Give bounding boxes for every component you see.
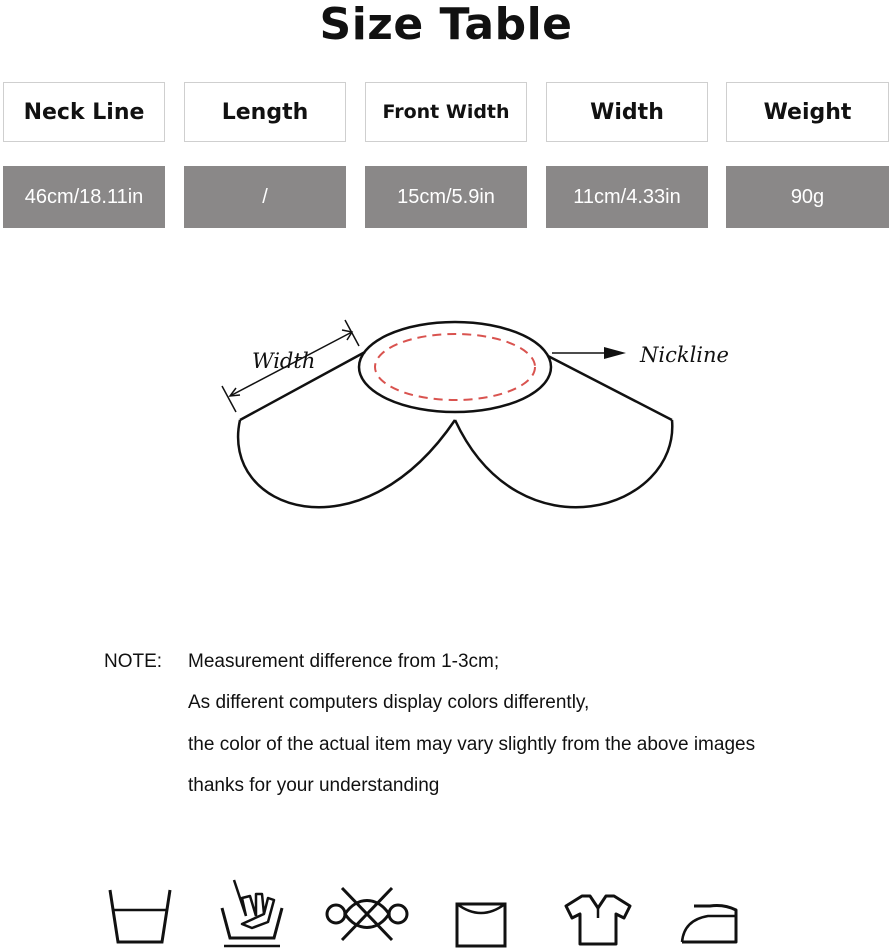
note-line-2: As different computers display colors differently, [188, 692, 590, 713]
neckline-label: Nickline [640, 343, 729, 367]
note-line-3: the color of the actual item may vary slightly from the above images [188, 734, 756, 755]
value-length: / [184, 166, 346, 228]
note-line-1: Measurement difference from 1-3cm; [188, 651, 500, 672]
value-width: 11cm/4.33in [546, 166, 708, 228]
header-length: Length [184, 82, 346, 142]
neckline-ellipse [359, 322, 551, 412]
value-neck-line: 46cm/18.11in [3, 166, 165, 228]
neckline-dashed [375, 334, 535, 400]
header-width: Width [546, 82, 708, 142]
do-not-wring-icon [322, 870, 412, 950]
right-collar-outline [455, 356, 672, 507]
value-front-width: 15cm/5.9in [365, 166, 527, 228]
hand-wash-icon [212, 870, 292, 950]
header-front-width: Front Width [365, 82, 527, 142]
iron-icon [670, 870, 750, 950]
neckline-arrow-head [604, 347, 626, 359]
header-neck-line: Neck Line [3, 82, 165, 142]
note-line-4: thanks for your understanding [188, 775, 440, 796]
value-weight: 90g [726, 166, 889, 228]
page-title: Size Table [319, 0, 573, 50]
collar-diagram [0, 290, 892, 550]
wash-basin-icon [100, 870, 180, 950]
width-label: Width [252, 349, 316, 373]
header-weight: Weight [726, 82, 889, 142]
note-prefix: NOTE: [104, 651, 163, 672]
tumble-dry-icon [446, 870, 526, 950]
hang-dry-icon [558, 870, 638, 950]
